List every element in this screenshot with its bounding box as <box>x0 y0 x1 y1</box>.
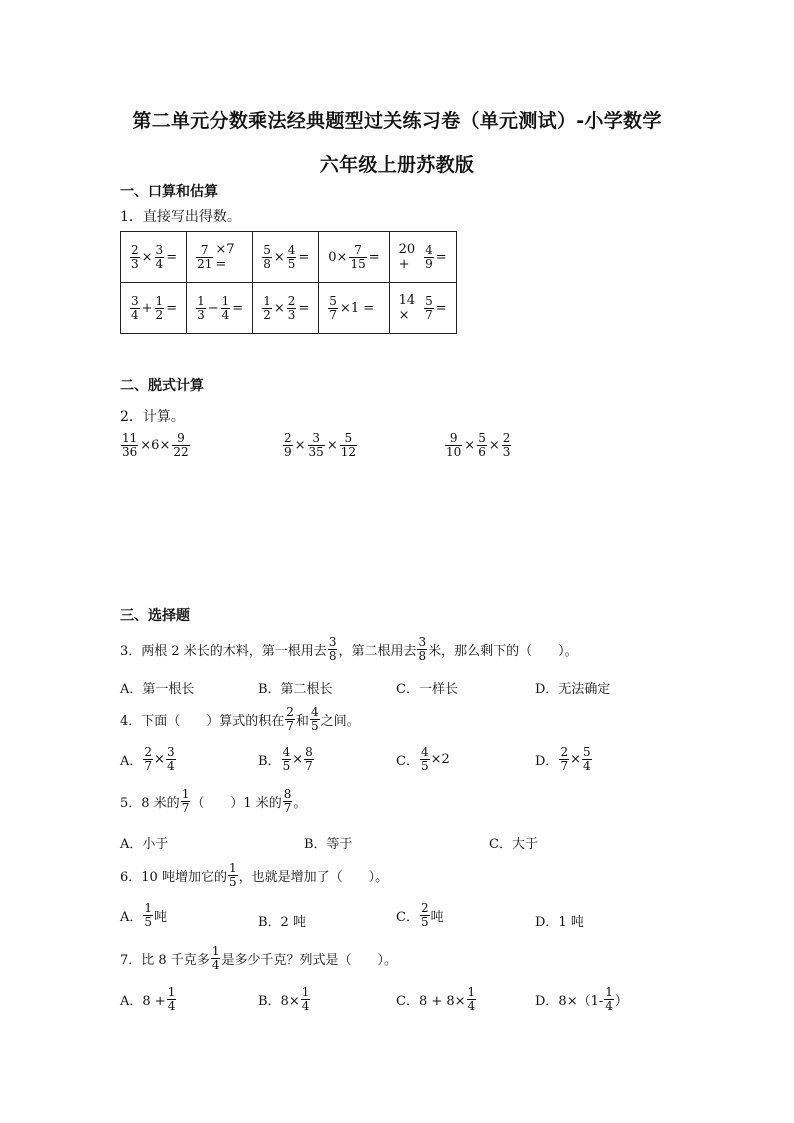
table-cell <box>389 232 456 283</box>
operator: = <box>232 300 244 316</box>
operator: × <box>464 438 476 453</box>
text: 7．比 8 千克多 <box>120 953 210 968</box>
fraction-numerator: 5 <box>478 431 486 445</box>
fraction-denominator: 4 <box>221 307 230 322</box>
fraction-numerator: 4 <box>287 242 296 257</box>
fraction-numerator: 2 <box>131 242 139 257</box>
fraction-denominator: 9 <box>284 445 292 459</box>
text: 和 <box>295 714 309 729</box>
fraction-denominator: 4 <box>166 759 175 773</box>
fraction <box>167 986 177 1013</box>
section2-heading: 二、脱式计算 <box>120 378 204 394</box>
fraction <box>301 986 311 1013</box>
fraction-numerator: 4 <box>425 242 433 257</box>
fraction <box>221 295 231 322</box>
fraction-numerator: 1 <box>301 985 310 999</box>
question-3-option-c <box>396 678 458 697</box>
fraction-denominator: 22 <box>173 445 189 459</box>
fraction-denominator: 6 <box>478 445 486 459</box>
text: × <box>154 752 165 767</box>
text: D．8×（1- <box>535 994 604 1009</box>
fraction-numerator: 5 <box>582 745 591 759</box>
fraction-denominator: 5 <box>287 256 296 271</box>
fraction-numerator: 3 <box>312 431 320 445</box>
operator: ×7 = <box>215 242 235 272</box>
fraction-denominator: 8 <box>263 256 271 271</box>
fraction-numerator: 1 <box>211 944 220 958</box>
fraction-numerator: 2 <box>286 705 294 719</box>
fraction <box>262 295 272 322</box>
fraction-numerator: 1 <box>263 293 271 308</box>
fraction-denominator: 5 <box>144 915 153 929</box>
fraction-denominator: 4 <box>582 759 591 773</box>
fraction-denominator: 15 <box>350 256 366 271</box>
fraction-numerator: 1 <box>167 985 176 999</box>
calc-expression <box>195 237 244 277</box>
question-4-option-c <box>396 746 450 773</box>
text: （ ）1 米的 <box>191 796 282 811</box>
fraction-numerator: 2 <box>284 431 292 445</box>
fraction <box>349 244 366 271</box>
fraction-numerator: 3 <box>418 635 427 649</box>
fraction-numerator: 2 <box>502 431 511 445</box>
text: B．2 吨 <box>258 915 306 930</box>
fraction-denominator: 35 <box>308 445 324 459</box>
operator: = <box>166 300 178 316</box>
fraction <box>130 244 140 271</box>
fraction-denominator: 7 <box>144 759 153 773</box>
operator: = <box>435 249 447 265</box>
operator: × <box>294 438 306 453</box>
fraction-denominator: 5 <box>420 915 429 929</box>
operator: = <box>435 300 447 316</box>
operator: = <box>368 249 380 265</box>
fraction <box>420 902 430 929</box>
text: A． <box>120 910 143 925</box>
table-cell <box>389 283 456 334</box>
question-6-option-d <box>535 911 584 930</box>
fraction-numerator: 9 <box>177 431 185 445</box>
calc-item-1 <box>120 432 191 459</box>
question-4-option-a <box>120 746 177 773</box>
fraction <box>477 432 487 459</box>
fraction-numerator: 8 <box>283 787 292 801</box>
text: D． <box>535 754 559 769</box>
fraction <box>262 244 272 271</box>
fraction-denominator: 10 <box>446 445 462 459</box>
fraction-denominator: 2 <box>263 307 271 322</box>
fraction-numerator: 2 <box>420 901 429 915</box>
question-6-option-b <box>258 911 306 930</box>
fraction-numerator: 5 <box>425 293 433 308</box>
page-title-line1: 第二单元分数乘法经典题型过关练习卷（单元测试）-小学数学 <box>132 110 662 132</box>
fraction <box>420 746 430 773</box>
text: C．8 + 8× <box>396 994 466 1009</box>
text: A． <box>120 754 143 769</box>
table-cell <box>253 283 319 334</box>
fraction-denominator: 8 <box>418 649 427 663</box>
text: ×2 <box>430 752 450 767</box>
fraction <box>196 244 213 271</box>
fraction-numerator: 1 <box>144 901 153 915</box>
operator: + <box>141 300 153 316</box>
fraction-denominator: 5 <box>282 759 291 773</box>
operator: 0× <box>328 249 348 265</box>
fraction-denominator: 8 <box>328 649 337 663</box>
fraction <box>283 788 293 815</box>
operator: × <box>488 438 500 453</box>
question-5-option-c <box>489 833 538 852</box>
fraction-denominator: 12 <box>340 445 357 459</box>
calc-expression <box>327 288 375 328</box>
fraction <box>166 746 176 773</box>
fraction <box>582 746 592 773</box>
fraction-denominator: 4 <box>301 999 310 1013</box>
text: 6．10 吨增加它的 <box>120 870 227 885</box>
fraction <box>328 295 338 322</box>
fraction-numerator: 5 <box>329 293 337 308</box>
fraction-denominator: 7 <box>283 801 292 815</box>
fraction <box>310 706 320 733</box>
fraction <box>559 746 569 773</box>
text: 吨 <box>154 910 168 925</box>
fraction <box>172 432 189 459</box>
fraction-denominator: 7 <box>305 759 313 773</box>
operator: = <box>298 249 310 265</box>
fraction <box>196 295 206 322</box>
text: 之间。 <box>320 714 360 729</box>
table-cell <box>121 232 187 283</box>
operator: = <box>166 249 178 265</box>
question-6-option-c <box>396 902 444 929</box>
fraction <box>181 788 191 815</box>
fraction-denominator: 3 <box>502 445 511 459</box>
question-5-option-a <box>120 833 168 852</box>
fraction-denominator: 4 <box>167 999 176 1013</box>
fraction-denominator: 2 <box>155 307 164 322</box>
fraction <box>417 636 427 663</box>
fraction <box>130 295 140 322</box>
fraction-numerator: 2 <box>287 293 296 308</box>
question-7-option-d <box>535 986 628 1013</box>
text: B．8× <box>258 994 300 1009</box>
fraction-denominator: 4 <box>605 999 613 1013</box>
calc-expression <box>129 237 178 277</box>
question-5-stem <box>120 788 306 815</box>
text: 4．下面（ ）算式的积在 <box>120 714 285 729</box>
calc-expression <box>261 237 310 277</box>
question-3-stem <box>120 636 578 663</box>
table-cell <box>121 283 187 334</box>
text: B．第二根长 <box>258 682 333 697</box>
text: B． <box>258 754 281 769</box>
fraction <box>304 746 314 773</box>
calc-expression <box>327 237 380 277</box>
question-7-option-b <box>258 986 311 1013</box>
fraction <box>340 432 357 459</box>
fraction-denominator: 21 <box>197 256 213 271</box>
text: C． <box>396 754 419 769</box>
text: 3．两根 2 米长的木料，第一根用去 <box>120 644 327 659</box>
table-cell <box>187 232 253 283</box>
text: ，也就是增加了（ ）。 <box>238 870 389 885</box>
text: ，第二根用去 <box>338 644 417 659</box>
text: × <box>570 752 581 767</box>
operator: − <box>207 300 219 316</box>
question-3-option-b <box>258 678 333 697</box>
question-5-option-b <box>304 833 353 852</box>
section1-heading: 一、口算和估算 <box>120 184 218 200</box>
fraction-numerator: 5 <box>263 242 271 257</box>
fraction-numerator: 3 <box>131 293 139 308</box>
question-7-option-a <box>120 986 177 1013</box>
fraction-numerator: 1 <box>605 985 613 999</box>
fraction-numerator: 3 <box>328 635 337 649</box>
fraction-numerator: 4 <box>310 705 319 719</box>
fraction-numerator: 2 <box>144 745 153 759</box>
table-cell <box>187 283 253 334</box>
fraction-numerator: 5 <box>344 431 353 445</box>
text: × <box>292 752 304 767</box>
fraction-numerator: 9 <box>449 431 458 445</box>
operator: 20 + <box>398 242 416 272</box>
fraction <box>155 244 165 271</box>
fraction-numerator: 8 <box>305 745 313 759</box>
fraction <box>155 295 165 322</box>
fraction-denominator: 7 <box>560 759 569 773</box>
oral-calc-table <box>120 231 457 334</box>
fraction-denominator: 5 <box>310 719 319 733</box>
question-3-option-d <box>535 678 610 697</box>
fraction <box>211 945 221 972</box>
question-4-stem <box>120 706 360 733</box>
question-7-option-c <box>396 986 477 1013</box>
fraction <box>285 706 295 733</box>
fraction <box>287 295 297 322</box>
fraction <box>467 986 477 1013</box>
fraction-denominator: 5 <box>228 875 237 889</box>
fraction <box>143 746 153 773</box>
fraction <box>282 746 292 773</box>
fraction-numerator: 1 <box>197 293 205 308</box>
table-cell <box>319 232 389 283</box>
fraction-denominator: 7 <box>181 801 190 815</box>
fraction-denominator: 3 <box>287 307 296 322</box>
operator: ×1 = <box>339 300 375 316</box>
fraction-denominator: 7 <box>425 307 433 322</box>
table-cell <box>319 283 389 334</box>
fraction-numerator: 1 <box>221 293 230 308</box>
section3-heading: 三、选择题 <box>120 608 190 624</box>
calc-item-3 <box>444 432 512 459</box>
question-6-option-a <box>120 902 167 929</box>
fraction-denominator: 5 <box>420 759 429 773</box>
question-4-option-b <box>258 746 315 773</box>
text: 。 <box>293 796 307 811</box>
fraction-numerator: 1 <box>181 787 190 801</box>
fraction <box>228 862 238 889</box>
text: C．一样长 <box>396 682 458 697</box>
fraction-numerator: 4 <box>420 745 429 759</box>
calc-item-2 <box>282 432 358 459</box>
fraction-numerator: 4 <box>282 745 291 759</box>
text: ） <box>614 994 628 1009</box>
operator: × <box>273 249 285 265</box>
operator: × <box>326 438 338 453</box>
question-3-option-a <box>120 678 194 697</box>
fraction <box>121 432 138 459</box>
table-row <box>121 232 457 283</box>
fraction-denominator: 3 <box>197 307 205 322</box>
fraction <box>328 636 338 663</box>
fraction-denominator: 4 <box>155 256 164 271</box>
page-title-line2: 六年级上册苏教版 <box>319 154 475 176</box>
fraction <box>502 432 512 459</box>
question-7-stem <box>120 945 397 972</box>
fraction <box>424 295 434 322</box>
fraction-denominator: 4 <box>467 999 476 1013</box>
fraction-denominator: 9 <box>425 256 433 271</box>
fraction-numerator: 1 <box>467 985 476 999</box>
fraction-denominator: 7 <box>286 719 294 733</box>
operator: × <box>141 249 153 265</box>
question-2: 2．计算。 <box>120 409 185 425</box>
text: A．小于 <box>120 837 169 852</box>
question-6-stem <box>120 862 388 889</box>
question-1: 1．直接写出得数。 <box>120 209 241 225</box>
fraction <box>283 432 293 459</box>
operator: ×6× <box>140 438 171 453</box>
fraction-denominator: 4 <box>211 958 220 972</box>
fraction-numerator: 1 <box>228 861 237 875</box>
table-cell <box>253 232 319 283</box>
text: C．大于 <box>489 837 538 852</box>
text: 米，那么剩下的（ ）。 <box>428 644 578 659</box>
calc-expression <box>195 288 244 328</box>
calc-expression <box>129 288 178 328</box>
text: D．1 吨 <box>535 915 584 930</box>
operator: 14 × <box>398 293 416 323</box>
fraction-numerator: 7 <box>354 242 362 257</box>
fraction-denominator: 3 <box>131 256 139 271</box>
text: 吨 <box>430 910 444 925</box>
fraction-numerator: 3 <box>166 745 175 759</box>
question-4-option-d <box>535 746 593 773</box>
fraction-numerator: 11 <box>122 431 138 445</box>
fraction-numerator: 1 <box>155 293 164 308</box>
fraction-denominator: 7 <box>329 307 337 322</box>
calc-expression <box>398 237 448 277</box>
operator: = <box>298 300 310 316</box>
text: 5．8 米的 <box>120 796 180 811</box>
calc-expression <box>261 288 310 328</box>
fraction <box>424 244 434 271</box>
text: A．第一根长 <box>120 682 195 697</box>
fraction <box>445 432 462 459</box>
text: A．8 + <box>120 994 166 1009</box>
text: 是多少千克？列式是（ ）。 <box>221 953 397 968</box>
fraction-denominator: 36 <box>122 445 138 459</box>
fraction <box>308 432 325 459</box>
fraction-numerator: 2 <box>560 745 569 759</box>
operator: × <box>273 300 285 316</box>
text: D．无法确定 <box>535 682 611 697</box>
fraction <box>287 244 297 271</box>
fraction-numerator: 3 <box>155 242 164 257</box>
fraction-numerator: 7 <box>200 242 209 257</box>
fraction-denominator: 4 <box>131 307 139 322</box>
text: B．等于 <box>304 837 353 852</box>
calc-expression <box>398 288 448 328</box>
text: C． <box>396 910 419 925</box>
fraction <box>143 902 153 929</box>
table-row <box>121 283 457 334</box>
fraction <box>604 986 614 1013</box>
